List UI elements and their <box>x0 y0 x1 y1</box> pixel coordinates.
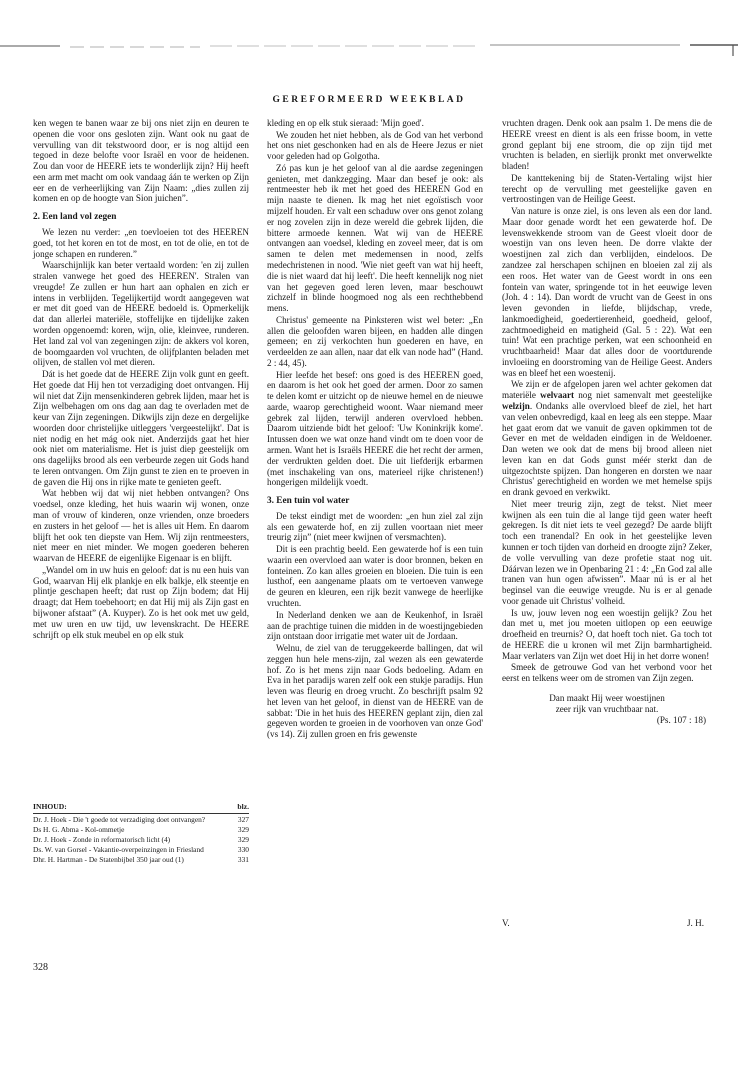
emphasis-welzijn: welzijn <box>502 400 530 411</box>
paragraph: We zouden het niet hebben, als de God van het verbond het ons niet geschonken had en als de Heere Jezus er niet voor geleden had op Golgotha. <box>267 129 483 162</box>
paragraph: kleding en op elk stuk sieraad: 'Mijn goed'. <box>267 118 424 128</box>
column-1 <box>33 118 249 641</box>
column-2 <box>267 118 483 741</box>
toc-entry <box>33 845 249 855</box>
paragraph: „Wandel om in uw huis en geloof: dat is nu een huis van God, waarvan Hij elk plankje en elk balkje, elk steentje en plintje geschapen heeft; dat rust op Zijn bodem; dat Hij draagt; dat Hem toebehoort; en dat Hij mij als Zijn gast en bijwoner afstaat” (A. Kuyper). Zo is het ook met uw geld, met uw uren en uw tijd, uw levenskracht. De HEERE schrijft op elk stuk meubel en op elk stuk <box>33 564 249 640</box>
verse-line-2: zeer rijk van vruchtbaar nat. <box>555 703 659 714</box>
toc-header <box>33 802 249 814</box>
paragraph: Smeek de getrouwe God van het verbond voor het eerst en telkens weer om de stromen van Zijn zegen. <box>502 662 712 684</box>
toc-entry <box>33 855 249 865</box>
signature-left: V. <box>502 918 510 928</box>
verse-line-1: Dan maakt Hij weer woestijnen <box>549 692 665 703</box>
column-3 <box>502 118 712 725</box>
paragraph: Wat hebben wij dat wij niet hebben ontvangen? Ons voedsel, onze kleding, het huis waarin wij wonen, onze man of vrouw of kinderen, onze vrienden, onze broeders en zusters in het geloof — het is alles uit Hem. En daarom blijft het ook ten diepste van Hem. Wij zijn rentmeesters, niet meer en niet minder. We mogen goederen beheren waarvan de HEERE de eigenlijke Eigenaar is en blijft. <box>33 488 249 564</box>
page-number: 328 <box>33 962 48 973</box>
paragraph: Zó pas kun je het geloof van al die aardse zegeningen genieten, met dankzegging. Maar dan besef je ook: als rentmeester heb ik met het goed des HEEREN God en mijn naaste te dienen. Ik mag het niet egoïstisch voor mijzelf houden. Er valt een schaduw over ons genot zolang er nog zovelen zijn in deze wereld die gebrek lijden, die bittere armoede kennen. Wat wij van de HEERE ontvangen aan voedsel, kleding en zoveel meer, dat is om samen te delen met medemensen in nood, zelfs medechristenen in nood. 'Wie niet geeft van wat hij heeft, die is niet waard dat hij leeft'. Die heeft kennelijk nog niet van het gegeven goed leren leven, maar beschouwt zichzelf in blinde hoogmoed nog als een rechthebbend mens. <box>267 162 483 314</box>
paragraph: vruchten dragen. Denk ook aan psalm 1. De mens die de HEERE vreest en dient is als een frisse boom, in vette grond geplant bij ene stroom, die op zijn tijd met vruchten is beladen, en sierlijk pronkt met onverwelkte bladen! <box>502 118 712 172</box>
paragraph: We lezen nu verder: „en toevloeien tot des HEEREN goed, tot het koren en tot de most, en tot de olie, en tot de jonge schapen en runderen.” <box>33 227 249 259</box>
text-run: We zijn er de afgelopen jaren wel achter gekomen dat materiële <box>502 379 712 401</box>
running-head-title: GEREFORMEERD WEEKBLAD <box>272 95 466 105</box>
toc-label: INHOUD: <box>33 802 67 811</box>
toc-entry-title: Ds. W. van Gorsel - Vakantie-overpeinzingen in Friesland <box>33 844 204 854</box>
signature-row <box>502 918 712 928</box>
toc-entry-title: Ds H. G. Abma - Kol-ommetje <box>33 824 125 834</box>
toc-entry <box>33 825 249 835</box>
toc-entry-page: 331 <box>237 854 249 864</box>
paragraph: Waarschijnlijk kan beter vertaald worden: 'en zij zullen stralen vanwege het goed des HEEREN'. Stralen van vreugde! Ze zullen er hun hart aan ophalen en zich er intens in verblijden. Tegelijkertijd wordt aangegeven wat er met dit goed van de HEERE bedoeld is. Opmerkelijk dat dan allerlei materiële, stoffelijke en tijdelijke zaken worden opgenoemd: koren, wijn, olie, kleinvee, runderen. Het land zal vol van zegeningen zijn: de akkers vol koren, de boomgaarden vol vruchten, de olijfplanten beladen met olijven, de stallen vol met dieren. <box>33 260 249 368</box>
top-page-rule <box>0 36 738 58</box>
signature-author: J. H. <box>687 918 704 928</box>
paragraph: Welnu, de ziel van de teruggekeerde ballingen, dat wil zeggen hun hele mens-zijn, zal wezen als een gewaterde hof. Zo is het mens zijn naar Gods bedoeling. Adam en Eva in het paradijs waren zelf ook een stukje paradijs. Hun leven was fleurig en droeg vrucht. Zo beschrijft psalm 92 het leven van het geloof, in dienst van de HEERE van de sabbat: 'Die in het huis des HEEREN geplant zijn, dien zal gegeven worden te groeien in de voorhoven van onze God' (vs 14). Zij zullen groen en fris gewenste <box>267 642 483 740</box>
paragraph: Van nature is onze ziel, is ons leven als een dor land. Maar door genade wordt het een gewaterde hof. De levenswekkende stroom van de Geest vloeit door de woestijn van ons leven heen. De dorre vlakte der woestijnen zal zich dan verblijden, eindeloos. De zandzee zal herschapen schijnen en bloeien zal zij als een roos. Het water van de Geest wordt in ons een fontein van water, springende tot in het eeuwige leven (Joh. 4 : 14). Dan wordt de vrucht van de Geest in ons leven gevonden in liefde, blijdschap, vrede, lankmoedigheid, goedertierenheid, goedheid, geloof, zachtmoedigheid en matigheid (Gal. 5 : 22). Wat een tuin! Wat een prachtige perken, wat een schoonheid en vruchtbaarheid! Maar dat alles door de voortdurende invloeiing en doorstroming van de Heilige Geest. Anders was en bleef het een woestenij. <box>502 206 712 378</box>
toc-page-label: blz. <box>237 802 249 811</box>
paragraph: De tekst eindigt met de woorden: „en hun ziel zal zijn als een gewaterde hof, en zij zullen voortaan niet meer treurig zijn” (niet meer kwijnen of versmachten). <box>267 510 483 543</box>
paragraph: Niet meer treurig zijn, zegt de tekst. Niet meer kwijnen als een tuin die al lange tijd geen water heeft gekregen. Is dit niet iets te veel gezegd? De aarde blijft toch een tranendal? En ook in het geestelijke leven kunnen er toch tijden van dorheid en droogte zijn? Zeker, de volle vervulling van deze profetie staat nog uit. Dáárvan lezen we in Openbaring 21 : 4: „En God zal alle tranen van hun ogen afwissen”. Maar nú is er al het beginsel van die eeuwige vreugde. Nu is er al genade voor genade uit Christus' volheid. <box>502 498 712 606</box>
closing-block <box>502 693 712 725</box>
paragraph <box>502 379 712 498</box>
paragraph: De kanttekening bij de Staten-Vertaling wijst hier terecht op de vervulling met geestelijke gaven en vertroostingen van de Heilige Geest. <box>502 172 712 205</box>
section-heading: 3. Een tuin vol water <box>267 496 350 507</box>
paragraph: Dit is een prachtig beeld. Een gewaterde hof is een tuin waarin een overvloed aan water is door bronnen, beken en fonteinen. Zo kan alles groeien en bloeien. Die tuin is een lusthof, een aangename plaats om te vertoeven vanwege de geuren en kleuren, een rijk bezit vanwege de heerlijke vruchten. <box>267 544 483 609</box>
paragraph: Dát is het goede dat de HEERE Zijn volk gunt en geeft. Het goede dat Hij hen tot verzadiging doet ontvangen. Hij wil niet dat Zijn mensenkinderen gebrek lijden, maar het is Zijn welbehagen om ons dag aan dag te overladen met de keur van Zijn zegeningen. Dikwijls zijn deze en dergelijke woorden door christelijke uitleggers 'vergeestelijkt'. Dat is niet nodig en het mág ook niet. Anderzijds gaat het hier ook niet om materialisme. Het is juist diep geestelijk om ons dagelijks brood als een verbeurde zegen uit Gods hand te leren ontvangen. Om Zijn gunst te zien en te proeven in de gaven die Hij ons in rijke mate te genieten geeft. <box>33 368 249 487</box>
paragraph: Christus' gemeente na Pinksteren wist wel beter: „En allen die geloofden waren bijeen, en hadden alle dingen gemeen; en zij verkochten hun goederen en have, en verdeelden ze aan allen, naar dat elk van node had” (Hand. 2 : 44, 45). <box>267 314 483 368</box>
toc-entry-title: Dr. J. Hoek - Zonde in reformatorisch licht (4) <box>33 834 171 844</box>
paragraph: Hier leefde het besef: ons goed is des HEEREN goed, en daarom is het ook het goed der armen. Door zo samen te delen komt er uitzicht op de nieuwe hemel en de nieuwe aarde, waarop gerechtigheid woont. Waar niemand meer gebrek zal lijden, terwijl anderen overvloed hebben. Daarom uitziende bidt het geloof: 'Uw Koninkrijk kome'. Intussen doen we wat onze hand vindt om te doen voor de armen. Want het is Israëls HEERE die het recht der armen, der verdrukten gelden doet. Die uit liefderijk erbarmen (met inschakeling van ons, materieel rijke christenen!) hongerigen mildelijk voedt. <box>267 369 483 488</box>
paragraph: In Nederland denken we aan de Keukenhof, in Israël aan de prachtige tuinen die midden in de woestijngebieden zijn ontstaan door irrigatie met water uit de Jordaan. <box>267 609 483 642</box>
verse-reference: (Ps. 107 : 18) <box>656 714 706 725</box>
toc-entry-page: 329 <box>237 824 249 834</box>
emphasis-welvaart: welvaart <box>540 390 575 401</box>
paragraph: Is uw, jouw leven nog een woestijn gelijk? Zou het dan met u, met jou moeten uitlopen op een eeuwige droefheid en treurnis? O, dat hoeft toch niet. Ga toch tot de HEERE die u kronen wil met Zijn barmhartigheid. Maar verlaters van Zijn wet doet Hij in het dorre wonen! <box>502 607 712 661</box>
toc-entry-title: Dhr. H. Hartman - De Statenbijbel 350 jaar oud (1) <box>33 854 184 864</box>
toc-entry <box>33 815 249 825</box>
section-heading: 2. Een land vol zegen <box>33 212 117 223</box>
toc-entry-page: 329 <box>237 834 249 844</box>
text-run: nog niet samenvalt met geestelijke <box>574 390 712 401</box>
toc-entry <box>33 835 249 845</box>
toc-entry-title: Dr. J. Hoek - Die 't goede tot verzadiging doet ontvangen? <box>33 814 206 824</box>
toc-entry-page: 327 <box>237 814 249 824</box>
toc-entry-page: 330 <box>237 844 249 854</box>
text-run: . Ondanks alle overvloed bleef de ziel, het hart van velen onbevredigd, kaal en leeg als een steppe. Maar het gaat erom dat we vanuit de gaven opkimmen tot de Gever en met de weldaden eindigen in de Weldoener. Dan weten we ook dat de mens bij brood alleen niet leven kan en dat Gods gunst méér sterkt dan de uitgezochtste spijzen. Dan hongeren en dorsten we naar Christus' gerechtigheid en worden we met hemelse spijs en drank gevoed en verkwikt. <box>502 400 712 498</box>
paragraph: ken wegen te banen waar ze bij ons niet zijn en deuren te openen die voor ons gesloten zijn. Want ook nu gaat de vervulling van dit tekstwoord door, er is nog altijd een tegoed in deze belofte voor Israël en voor de heidenen. Zou dan voor de HEERE iets te wonderlijk zijn? Hij heeft een arm met macht om ook vandaag áán te werken op Zijn eer en de verheerlijking van Zijn Naam: „dies zullen zij komen en op de hoogte van Sion juichen”. <box>33 118 249 204</box>
table-of-contents <box>33 802 249 864</box>
